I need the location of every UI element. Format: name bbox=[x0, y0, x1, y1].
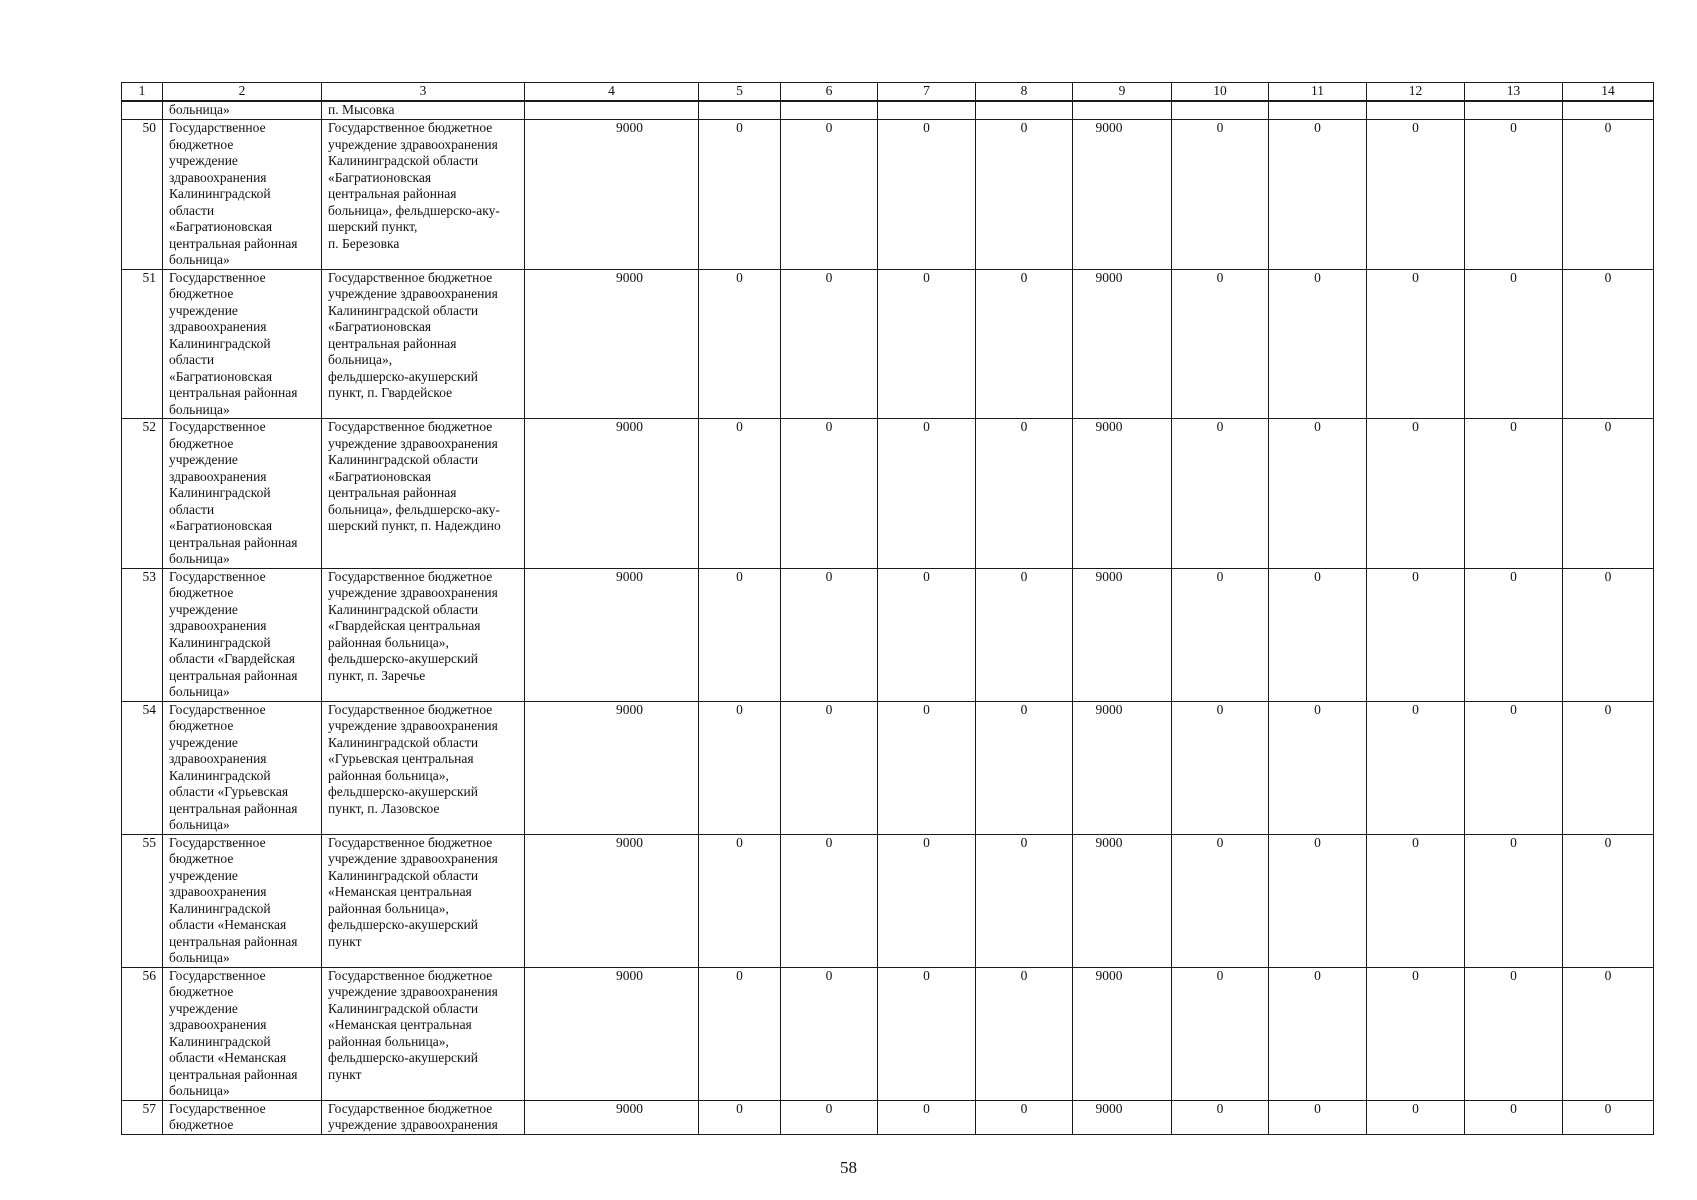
continuation-org-cell: больница» bbox=[163, 101, 322, 120]
facility-line: шерский пункт, п. Надеждино bbox=[328, 518, 501, 533]
facility-line: Государственное бюджетное bbox=[328, 967, 493, 983]
organization-line: здравоохранения bbox=[169, 319, 267, 334]
value-cell-col-7: 0 bbox=[878, 568, 976, 701]
organization-line: Калининградской bbox=[169, 634, 271, 650]
value-cell-col-10: 0 bbox=[1172, 834, 1269, 967]
organization-line: бюджетное bbox=[169, 435, 234, 451]
facility-cell bbox=[322, 120, 525, 270]
facility-line: Калининградской области bbox=[328, 302, 479, 318]
value-cell-col-4: 9000 bbox=[525, 269, 699, 419]
column-number-7: 7 bbox=[878, 83, 976, 102]
facility-line: фельдшерско-акушерский bbox=[328, 784, 478, 799]
value-cell-col-10: 0 bbox=[1172, 120, 1269, 270]
value-cell-col-13: 0 bbox=[1465, 419, 1563, 569]
continuation-empty-cell bbox=[1172, 101, 1269, 120]
organization-line: учреждение bbox=[169, 153, 238, 168]
facility-line: Калининградской области bbox=[328, 1000, 479, 1016]
organization-line: области bbox=[169, 501, 215, 517]
value-cell-col-10: 0 bbox=[1172, 701, 1269, 834]
facility-line: фельдшерско-акушерский bbox=[328, 917, 478, 932]
value-cell-col-11: 0 bbox=[1269, 834, 1367, 967]
organization-line: Калининградской bbox=[169, 186, 271, 201]
value-cell-col-9: 9000 bbox=[1073, 419, 1172, 569]
value-cell-col-14: 0 bbox=[1563, 419, 1654, 569]
facility-line: «Неманская центральная bbox=[328, 1017, 472, 1032]
organization-line: Государственное bbox=[169, 568, 266, 584]
continuation-empty-cell bbox=[699, 101, 781, 120]
organization-cell bbox=[163, 269, 322, 419]
organization-line: области «Гвардейская bbox=[169, 651, 295, 666]
value-cell-col-12: 0 bbox=[1367, 120, 1465, 270]
facility-line: пункт, п. Заречье bbox=[328, 667, 426, 683]
value-cell-col-6: 0 bbox=[781, 269, 878, 419]
value-cell-col-14: 0 bbox=[1563, 1100, 1654, 1134]
organization-line: Калининградской bbox=[169, 1033, 271, 1049]
organization-line: больница» bbox=[169, 252, 230, 267]
value-cell-col-8: 0 bbox=[976, 269, 1073, 419]
value-cell-col-4: 9000 bbox=[525, 1100, 699, 1134]
continuation-empty-cell bbox=[1073, 101, 1172, 120]
facility-line: учреждение здравоохранения bbox=[328, 585, 498, 600]
value-cell-col-11: 0 bbox=[1269, 419, 1367, 569]
value-cell-col-5: 0 bbox=[699, 269, 781, 419]
continuation-empty-cell bbox=[525, 101, 699, 120]
value-cell-col-13: 0 bbox=[1465, 269, 1563, 419]
value-cell-col-5: 0 bbox=[699, 701, 781, 834]
organization-line: Калининградской bbox=[169, 335, 271, 351]
organization-cell bbox=[163, 1100, 322, 1134]
value-cell-col-14: 0 bbox=[1563, 834, 1654, 967]
value-cell-col-11: 0 bbox=[1269, 967, 1367, 1100]
organization-line: больница» bbox=[169, 551, 230, 566]
value-cell-col-13: 0 bbox=[1465, 1100, 1563, 1134]
continuation-empty-cell bbox=[1465, 101, 1563, 120]
value-cell-col-13: 0 bbox=[1465, 701, 1563, 834]
organization-line: бюджетное bbox=[169, 286, 234, 301]
value-cell-col-12: 0 bbox=[1367, 568, 1465, 701]
value-cell-col-9: 9000 bbox=[1073, 120, 1172, 270]
organization-line: здравоохранения bbox=[169, 618, 267, 633]
table-row bbox=[122, 701, 1654, 834]
organization-cell bbox=[163, 568, 322, 701]
value-cell-col-10: 0 bbox=[1172, 269, 1269, 419]
organization-line: здравоохранения bbox=[169, 1017, 267, 1032]
value-cell-col-11: 0 bbox=[1269, 568, 1367, 701]
organization-line: учреждение bbox=[169, 601, 238, 617]
facility-line: «Багратионовская bbox=[328, 468, 432, 484]
value-cell-col-6: 0 bbox=[781, 568, 878, 701]
table-row bbox=[122, 120, 1654, 270]
facility-line: п. Березовка bbox=[328, 235, 400, 251]
column-number-5: 5 bbox=[699, 83, 781, 102]
organization-line: больница» bbox=[169, 1083, 230, 1098]
organization-line: Государственное bbox=[169, 419, 266, 434]
facility-line: шерский пункт, bbox=[328, 219, 418, 234]
organization-line: бюджетное bbox=[169, 1117, 234, 1132]
value-cell-col-5: 0 bbox=[699, 1100, 781, 1134]
facility-cell bbox=[322, 1100, 525, 1134]
value-cell-col-8: 0 bbox=[976, 1100, 1073, 1134]
value-cell-col-14: 0 bbox=[1563, 967, 1654, 1100]
organization-line: Государственное bbox=[169, 120, 266, 135]
value-cell-col-10: 0 bbox=[1172, 1100, 1269, 1134]
value-cell-col-6: 0 bbox=[781, 967, 878, 1100]
organization-line: области bbox=[169, 202, 215, 218]
facility-line: больница», фельдшерско-аку- bbox=[328, 202, 500, 218]
facility-line: «Неманская центральная bbox=[328, 884, 472, 899]
organization-line: области «Неманская bbox=[169, 1050, 287, 1065]
table-body bbox=[122, 83, 1654, 1135]
facility-line: «Гурьевская центральная bbox=[328, 751, 474, 766]
organization-line: больница» bbox=[169, 684, 230, 699]
facility-line: Государственное бюджетное bbox=[328, 834, 493, 850]
value-cell-col-12: 0 bbox=[1367, 701, 1465, 834]
row-number-cell: 56 bbox=[122, 967, 163, 1100]
page-number: 58 bbox=[840, 1158, 857, 1177]
organization-line: Государственное bbox=[169, 967, 266, 983]
row-number-cell: 51 bbox=[122, 269, 163, 419]
value-cell-col-6: 0 bbox=[781, 1100, 878, 1134]
facility-line: Государственное бюджетное bbox=[328, 701, 493, 717]
value-cell-col-11: 0 bbox=[1269, 1100, 1367, 1134]
column-number-12: 12 bbox=[1367, 83, 1465, 102]
organization-line: бюджетное bbox=[169, 851, 234, 866]
facility-line: фельдшерско-акушерский bbox=[328, 1050, 478, 1065]
column-number-8: 8 bbox=[976, 83, 1073, 102]
facility-line: учреждение здравоохранения bbox=[328, 718, 498, 733]
table-row bbox=[122, 419, 1654, 569]
continuation-row bbox=[122, 101, 1654, 120]
continuation-empty-cell bbox=[878, 101, 976, 120]
table-row bbox=[122, 967, 1654, 1100]
row-number-cell: 53 bbox=[122, 568, 163, 701]
value-cell-col-14: 0 bbox=[1563, 568, 1654, 701]
column-number-9: 9 bbox=[1073, 83, 1172, 102]
continuation-empty-cell bbox=[781, 101, 878, 120]
organization-line: бюджетное bbox=[169, 718, 234, 733]
facility-line: больница», bbox=[328, 352, 393, 367]
value-cell-col-7: 0 bbox=[878, 419, 976, 569]
organization-line: области «Гурьевская bbox=[169, 784, 289, 799]
value-cell-col-9: 9000 bbox=[1073, 967, 1172, 1100]
value-cell-col-9: 9000 bbox=[1073, 701, 1172, 834]
value-cell-col-11: 0 bbox=[1269, 120, 1367, 270]
organization-line: больница» bbox=[169, 401, 230, 417]
value-cell-col-8: 0 bbox=[976, 419, 1073, 569]
organization-line: «Багратионовская bbox=[169, 518, 273, 533]
value-cell-col-7: 0 bbox=[878, 967, 976, 1100]
value-cell-col-10: 0 bbox=[1172, 419, 1269, 569]
organization-line: учреждение bbox=[169, 734, 238, 750]
value-cell-col-4: 9000 bbox=[525, 120, 699, 270]
facility-cell bbox=[322, 568, 525, 701]
organization-line: «Багратионовская bbox=[169, 368, 273, 384]
continuation-empty-cell bbox=[1563, 101, 1654, 120]
table-row bbox=[122, 568, 1654, 701]
value-cell-col-12: 0 bbox=[1367, 967, 1465, 1100]
organization-line: Калининградской bbox=[169, 767, 271, 783]
continuation-empty-cell bbox=[1367, 101, 1465, 120]
value-cell-col-6: 0 bbox=[781, 701, 878, 834]
organization-line: центральная районная bbox=[169, 235, 298, 251]
row-number-cell: 50 bbox=[122, 120, 163, 270]
organization-line: центральная районная bbox=[169, 800, 298, 816]
organization-line: бюджетное bbox=[169, 136, 234, 152]
organization-line: Государственное bbox=[169, 834, 266, 850]
facility-line: Калининградской области bbox=[328, 734, 479, 750]
row-number-cell: 54 bbox=[122, 701, 163, 834]
organization-line: центральная районная bbox=[169, 1066, 298, 1082]
value-cell-col-5: 0 bbox=[699, 120, 781, 270]
column-number-14: 14 bbox=[1563, 83, 1654, 102]
organization-line: Калининградской bbox=[169, 485, 271, 500]
facility-line: Государственное бюджетное bbox=[328, 1100, 493, 1116]
facility-line: «Багратионовская bbox=[328, 319, 432, 334]
column-number-row bbox=[122, 83, 1654, 102]
value-cell-col-8: 0 bbox=[976, 120, 1073, 270]
facility-line: Государственное бюджетное bbox=[328, 419, 493, 434]
organization-line: учреждение bbox=[169, 302, 238, 318]
organization-line: центральная районная bbox=[169, 933, 298, 949]
value-cell-col-12: 0 bbox=[1367, 834, 1465, 967]
continuation-empty-cell bbox=[976, 101, 1073, 120]
organization-line: Государственное bbox=[169, 1100, 266, 1116]
facility-line: районная больница», bbox=[328, 767, 449, 783]
organization-line: бюджетное bbox=[169, 585, 234, 600]
facility-line: Государственное бюджетное bbox=[328, 568, 493, 584]
table-row bbox=[122, 269, 1654, 419]
value-cell-col-7: 0 bbox=[878, 120, 976, 270]
facility-line: учреждение здравоохранения bbox=[328, 1117, 498, 1132]
value-cell-col-12: 0 bbox=[1367, 1100, 1465, 1134]
facility-line: центральная районная bbox=[328, 186, 457, 201]
facility-line: районная больница», bbox=[328, 900, 449, 916]
value-cell-col-14: 0 bbox=[1563, 269, 1654, 419]
value-cell-col-6: 0 bbox=[781, 120, 878, 270]
facility-line: Калининградской области bbox=[328, 153, 479, 168]
value-cell-col-7: 0 bbox=[878, 701, 976, 834]
column-number-11: 11 bbox=[1269, 83, 1367, 102]
value-cell-col-13: 0 bbox=[1465, 834, 1563, 967]
continuation-empty-cell bbox=[1269, 101, 1367, 120]
facility-cell bbox=[322, 419, 525, 569]
value-cell-col-5: 0 bbox=[699, 834, 781, 967]
organization-line: учреждение bbox=[169, 452, 238, 467]
organization-line: центральная районная bbox=[169, 667, 298, 683]
table-row bbox=[122, 834, 1654, 967]
facility-cell bbox=[322, 834, 525, 967]
facility-line: Государственное бюджетное bbox=[328, 269, 493, 285]
organization-line: здравоохранения bbox=[169, 468, 267, 484]
organization-line: центральная районная bbox=[169, 534, 298, 550]
value-cell-col-11: 0 bbox=[1269, 701, 1367, 834]
facility-line: учреждение здравоохранения bbox=[328, 435, 498, 451]
value-cell-col-8: 0 bbox=[976, 967, 1073, 1100]
organization-line: здравоохранения bbox=[169, 884, 267, 899]
value-cell-col-13: 0 bbox=[1465, 120, 1563, 270]
organization-line: Калининградской bbox=[169, 900, 271, 916]
facility-line: Калининградской области bbox=[328, 452, 479, 467]
value-cell-col-12: 0 bbox=[1367, 419, 1465, 569]
facility-line: пункт bbox=[328, 933, 362, 949]
table-row bbox=[122, 1100, 1654, 1134]
column-number-3: 3 bbox=[322, 83, 525, 102]
facility-line: учреждение здравоохранения bbox=[328, 286, 498, 301]
organization-line: Государственное bbox=[169, 701, 266, 717]
organization-line: здравоохранения bbox=[169, 751, 267, 766]
facility-line: больница», фельдшерско-аку- bbox=[328, 501, 500, 517]
organization-line: Государственное bbox=[169, 269, 266, 285]
value-cell-col-4: 9000 bbox=[525, 701, 699, 834]
column-number-13: 13 bbox=[1465, 83, 1563, 102]
value-cell-col-5: 0 bbox=[699, 967, 781, 1100]
facility-line: фельдшерско-акушерский bbox=[328, 368, 478, 384]
organization-line: учреждение bbox=[169, 867, 238, 883]
row-number-cell: 55 bbox=[122, 834, 163, 967]
value-cell-col-8: 0 bbox=[976, 701, 1073, 834]
facility-line: центральная районная bbox=[328, 335, 457, 351]
facility-line: «Гвардейская центральная bbox=[328, 618, 481, 633]
organization-cell bbox=[163, 419, 322, 569]
value-cell-col-9: 9000 bbox=[1073, 269, 1172, 419]
facility-line: учреждение здравоохранения bbox=[328, 851, 498, 866]
value-cell-col-14: 0 bbox=[1563, 701, 1654, 834]
value-cell-col-4: 9000 bbox=[525, 834, 699, 967]
value-cell-col-8: 0 bbox=[976, 834, 1073, 967]
organization-line: бюджетное bbox=[169, 984, 234, 999]
organization-line: центральная районная bbox=[169, 385, 298, 400]
facility-cell bbox=[322, 701, 525, 834]
row-number-cell: 57 bbox=[122, 1100, 163, 1134]
continuation-unit-cell: п. Мысовка bbox=[322, 101, 525, 120]
column-number-1: 1 bbox=[122, 83, 163, 102]
value-cell-col-14: 0 bbox=[1563, 120, 1654, 270]
column-number-4: 4 bbox=[525, 83, 699, 102]
facility-line: Калининградской области bbox=[328, 867, 479, 883]
facility-line: районная больница», bbox=[328, 634, 449, 650]
value-cell-col-4: 9000 bbox=[525, 419, 699, 569]
value-cell-col-5: 0 bbox=[699, 568, 781, 701]
organization-cell bbox=[163, 701, 322, 834]
value-cell-col-6: 0 bbox=[781, 419, 878, 569]
organization-line: области bbox=[169, 352, 215, 367]
column-number-10: 10 bbox=[1172, 83, 1269, 102]
value-cell-col-4: 9000 bbox=[525, 967, 699, 1100]
value-cell-col-6: 0 bbox=[781, 834, 878, 967]
value-cell-col-12: 0 bbox=[1367, 269, 1465, 419]
organization-line: «Багратионовская bbox=[169, 219, 273, 234]
facility-line: Государственное бюджетное bbox=[328, 120, 493, 135]
facility-line: фельдшерско-акушерский bbox=[328, 651, 478, 666]
facility-line: районная больница», bbox=[328, 1033, 449, 1049]
facility-cell bbox=[322, 269, 525, 419]
continuation-number-cell bbox=[122, 101, 163, 120]
facility-line: пункт bbox=[328, 1066, 362, 1082]
data-table bbox=[121, 82, 1654, 1135]
facility-line: центральная районная bbox=[328, 485, 457, 500]
facility-line: пункт, п. Лазовское bbox=[328, 800, 440, 816]
value-cell-col-7: 0 bbox=[878, 1100, 976, 1134]
value-cell-col-4: 9000 bbox=[525, 568, 699, 701]
value-cell-col-9: 9000 bbox=[1073, 568, 1172, 701]
organization-cell bbox=[163, 120, 322, 270]
value-cell-col-13: 0 bbox=[1465, 967, 1563, 1100]
value-cell-col-7: 0 bbox=[878, 269, 976, 419]
value-cell-col-13: 0 bbox=[1465, 568, 1563, 701]
facility-line: учреждение здравоохранения bbox=[328, 136, 498, 152]
facility-cell bbox=[322, 967, 525, 1100]
value-cell-col-10: 0 bbox=[1172, 967, 1269, 1100]
value-cell-col-8: 0 bbox=[976, 568, 1073, 701]
value-cell-col-9: 9000 bbox=[1073, 834, 1172, 967]
facility-line: «Багратионовская bbox=[328, 169, 432, 185]
organization-line: здравоохранения bbox=[169, 169, 267, 185]
organization-cell bbox=[163, 967, 322, 1100]
organization-line: области «Неманская bbox=[169, 917, 287, 932]
column-number-6: 6 bbox=[781, 83, 878, 102]
value-cell-col-10: 0 bbox=[1172, 568, 1269, 701]
facility-line: учреждение здравоохранения bbox=[328, 984, 498, 999]
organization-cell bbox=[163, 834, 322, 967]
value-cell-col-9: 9000 bbox=[1073, 1100, 1172, 1134]
value-cell-col-7: 0 bbox=[878, 834, 976, 967]
organization-line: учреждение bbox=[169, 1000, 238, 1016]
organization-line: больница» bbox=[169, 950, 230, 965]
value-cell-col-5: 0 bbox=[699, 419, 781, 569]
facility-line: Калининградской области bbox=[328, 601, 479, 617]
row-number-cell: 52 bbox=[122, 419, 163, 569]
value-cell-col-11: 0 bbox=[1269, 269, 1367, 419]
facility-line: пункт, п. Гвардейское bbox=[328, 385, 453, 400]
organization-line: больница» bbox=[169, 817, 230, 832]
column-number-2: 2 bbox=[163, 83, 322, 102]
